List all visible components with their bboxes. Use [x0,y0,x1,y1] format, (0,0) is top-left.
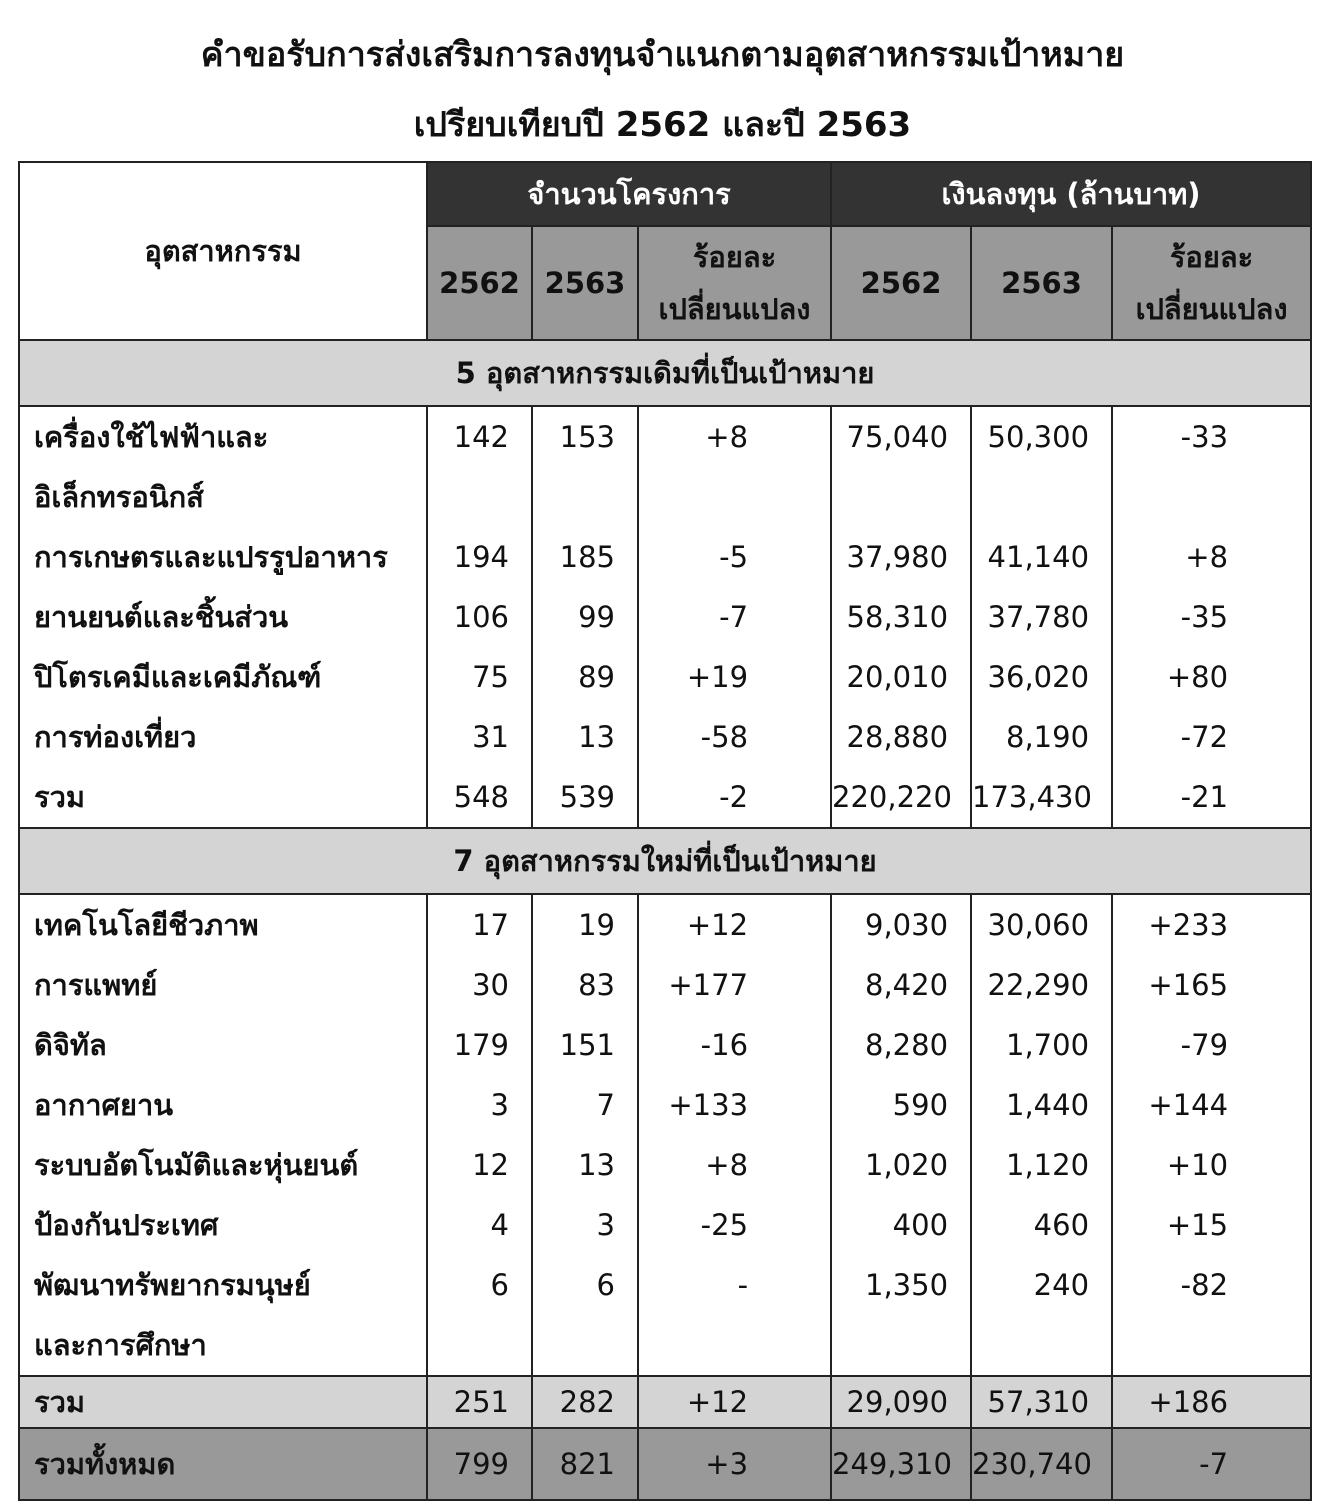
projects-2562-cell: 142 [427,406,532,527]
projects-2563-cell: 3 [532,1195,638,1255]
investment-pct-cell: +8 [1112,527,1311,587]
investment-2562-cell: 37,980 [831,527,971,587]
investment-pct-cell: +80 [1112,647,1311,707]
table-row [19,1015,1311,1075]
industry-name [19,1195,427,1255]
industry-name [19,707,427,767]
projects-2563-cell: 13 [532,1135,638,1195]
section-2-title: 7 อุตสาหกรรมใหม่ที่เป็นเป้าหมาย [19,828,1311,894]
industry-name-line-2: และการศึกษา [34,1328,207,1362]
projects-pct-header [638,226,831,340]
investment-pct-cell: -35 [1112,587,1311,647]
industry-name [19,767,427,828]
projects-2563-cell: 539 [532,767,638,828]
investment-pct-header [1112,226,1311,340]
investment-pct-cell: +144 [1112,1075,1311,1135]
projects-2563-cell: 19 [532,894,638,955]
industry-name [19,1428,427,1500]
industry-name-line-1: เทคโนโลยีชีวภาพ [34,908,259,942]
industry-name [19,527,427,587]
investment-2562-cell: 590 [831,1075,971,1135]
investment-2563-cell: 30,060 [971,894,1112,955]
projects-2563-cell: 151 [532,1015,638,1075]
projects-2563-cell: 185 [532,527,638,587]
table-row [19,527,1311,587]
industry-name [19,1255,427,1376]
investment-2563-cell: 240 [971,1255,1112,1376]
projects-2562-cell: 30 [427,955,532,1015]
title-line-1: คำขอรับการส่งเสริมการลงทุนจำแนกตามอุตสาหกรรมเป้าหมาย [200,35,1125,75]
projects-pct-cell: -7 [638,587,831,647]
investment-2563-cell: 50,300 [971,406,1112,527]
industry-name-line-1: รวมทั้งหมด [34,1447,176,1481]
investment-table [18,161,1312,1501]
projects-pct-cell: +177 [638,955,831,1015]
investment-2563-header: 2563 [971,226,1112,340]
investment-2563-cell: 1,120 [971,1135,1112,1195]
projects-group-header: จำนวนโครงการ [427,162,831,226]
projects-2563-cell: 99 [532,587,638,647]
table-row [19,1195,1311,1255]
projects-2562-cell: 548 [427,767,532,828]
projects-2563-cell: 153 [532,406,638,527]
investment-2562-cell: 28,880 [831,707,971,767]
investment-2563-cell: 57,310 [971,1376,1112,1428]
projects-2563-header: 2563 [532,226,638,340]
investment-2562-cell: 29,090 [831,1376,971,1428]
investment-2562-cell: 220,220 [831,767,971,828]
investment-pct-cell: -79 [1112,1015,1311,1075]
industry-name [19,1015,427,1075]
investment-2563-cell: 1,700 [971,1015,1112,1075]
projects-pct-cell: -25 [638,1195,831,1255]
projects-pct-cell: +3 [638,1428,831,1500]
industry-name [19,587,427,647]
projects-2563-cell: 282 [532,1376,638,1428]
pct-label-line-1: ร้อยละ [692,240,777,274]
industry-name-line-1: ปิโตรเคมีและเคมีภัณฑ์ [34,660,322,694]
pct-label-line-2: เปลี่ยนแปลง [658,292,811,326]
projects-pct-cell: +12 [638,1376,831,1428]
projects-2562-cell: 6 [427,1255,532,1376]
projects-2563-cell: 13 [532,707,638,767]
investment-pct-cell: -72 [1112,707,1311,767]
projects-2562-cell: 799 [427,1428,532,1500]
industry-name-line-1: การเกษตรและแปรรูปอาหาร [34,540,388,574]
industry-header: อุตสาหกรรม [19,162,427,340]
section-1-title: 5 อุตสาหกรรมเดิมที่เป็นเป้าหมาย [19,340,1311,406]
projects-2562-cell: 3 [427,1075,532,1135]
pct-label-line-1: ร้อยละ [1169,240,1254,274]
investment-pct-cell: -7 [1112,1428,1311,1500]
industry-name-line-1: รวม [34,1385,85,1419]
investment-2563-cell: 22,290 [971,955,1112,1015]
industry-name-line-1: ยานยนต์และชิ้นส่วน [34,600,289,634]
table-row [19,587,1311,647]
industry-name [19,1135,427,1195]
projects-2563-cell: 6 [532,1255,638,1376]
investment-2562-cell: 400 [831,1195,971,1255]
industry-name-line-1: การแพทย์ [34,968,158,1002]
industry-name-line-1: พัฒนาทรัพยากรมนุษย์ [34,1268,311,1302]
investment-pct-cell: +10 [1112,1135,1311,1195]
table-row [19,1255,1311,1376]
table-body [19,340,1311,1500]
investment-2562-cell: 75,040 [831,406,971,527]
projects-2563-cell: 83 [532,955,638,1015]
industry-name-line-2: อิเล็กทรอนิกส์ [34,480,204,514]
industry-name [19,894,427,955]
investment-group-header: เงินลงทุน (ล้านบาท) [831,162,1311,226]
investment-pct-cell: +165 [1112,955,1311,1015]
projects-2562-cell: 75 [427,647,532,707]
projects-pct-cell: - [638,1255,831,1376]
investment-pct-cell: +186 [1112,1376,1311,1428]
projects-2562-cell: 251 [427,1376,532,1428]
projects-2563-cell: 7 [532,1075,638,1135]
projects-pct-cell: -58 [638,707,831,767]
projects-pct-cell: -5 [638,527,831,587]
investment-2563-cell: 173,430 [971,767,1112,828]
projects-2562-cell: 179 [427,1015,532,1075]
investment-2562-cell: 1,020 [831,1135,971,1195]
projects-2562-cell: 17 [427,894,532,955]
industry-name [19,1075,427,1135]
investment-2563-cell: 36,020 [971,647,1112,707]
projects-pct-cell: +19 [638,647,831,707]
table-row [19,1135,1311,1195]
table-row [19,707,1311,767]
table-row [19,406,1311,527]
projects-2562-cell: 12 [427,1135,532,1195]
table-row [19,647,1311,707]
industry-name-line-1: ดิจิทัล [34,1028,107,1062]
investment-2562-cell: 8,420 [831,955,971,1015]
industry-name-line-1: การท่องเที่ยว [34,720,197,754]
section-2-total-row [19,1376,1311,1428]
projects-2562-cell: 106 [427,587,532,647]
projects-2563-cell: 89 [532,647,638,707]
projects-pct-cell: +8 [638,1135,831,1195]
projects-2562-header: 2562 [427,226,532,340]
investment-2563-cell: 460 [971,1195,1112,1255]
projects-pct-cell: +12 [638,894,831,955]
title-line-2: เปรียบเทียบปี 2562 และปี 2563 [413,105,912,145]
projects-pct-cell: -16 [638,1015,831,1075]
investment-2562-cell: 1,350 [831,1255,971,1376]
industry-name-line-1: ระบบอัตโนมัติและหุ่นยนต์ [34,1148,359,1182]
investment-pct-cell: -33 [1112,406,1311,527]
industry-name-line-1: รวม [34,780,85,814]
industry-name [19,1376,427,1428]
pct-label-line-2: เปลี่ยนแปลง [1135,292,1288,326]
industry-name [19,955,427,1015]
table-row [19,955,1311,1015]
projects-2562-cell: 4 [427,1195,532,1255]
investment-2562-cell: 20,010 [831,647,971,707]
table-row [19,767,1311,828]
investment-2563-cell: 1,440 [971,1075,1112,1135]
investment-pct-cell: -21 [1112,767,1311,828]
projects-2563-cell: 821 [532,1428,638,1500]
page-title [0,0,1325,160]
projects-pct-cell: +133 [638,1075,831,1135]
investment-2563-cell: 230,740 [971,1428,1112,1500]
industry-name-line-1: ป้องกันประเทศ [34,1208,219,1242]
investment-pct-cell: +233 [1112,894,1311,955]
projects-pct-cell: +8 [638,406,831,527]
investment-2562-cell: 58,310 [831,587,971,647]
investment-2563-cell: 8,190 [971,707,1112,767]
investment-2562-cell: 8,280 [831,1015,971,1075]
industry-name-line-1: เครื่องใช้ไฟฟ้าและ [34,420,269,454]
projects-2562-cell: 31 [427,707,532,767]
investment-2562-header: 2562 [831,226,971,340]
investment-2562-cell: 249,310 [831,1428,971,1500]
investment-2562-cell: 9,030 [831,894,971,955]
table-row [19,894,1311,955]
investment-pct-cell: -82 [1112,1255,1311,1376]
table-row [19,1075,1311,1135]
investment-pct-cell: +15 [1112,1195,1311,1255]
industry-name [19,406,427,527]
industry-name [19,647,427,707]
investment-2563-cell: 37,780 [971,587,1112,647]
projects-2562-cell: 194 [427,527,532,587]
grand-total-row [19,1428,1311,1500]
industry-name-line-1: อากาศยาน [34,1088,174,1122]
investment-2563-cell: 41,140 [971,527,1112,587]
projects-pct-cell: -2 [638,767,831,828]
